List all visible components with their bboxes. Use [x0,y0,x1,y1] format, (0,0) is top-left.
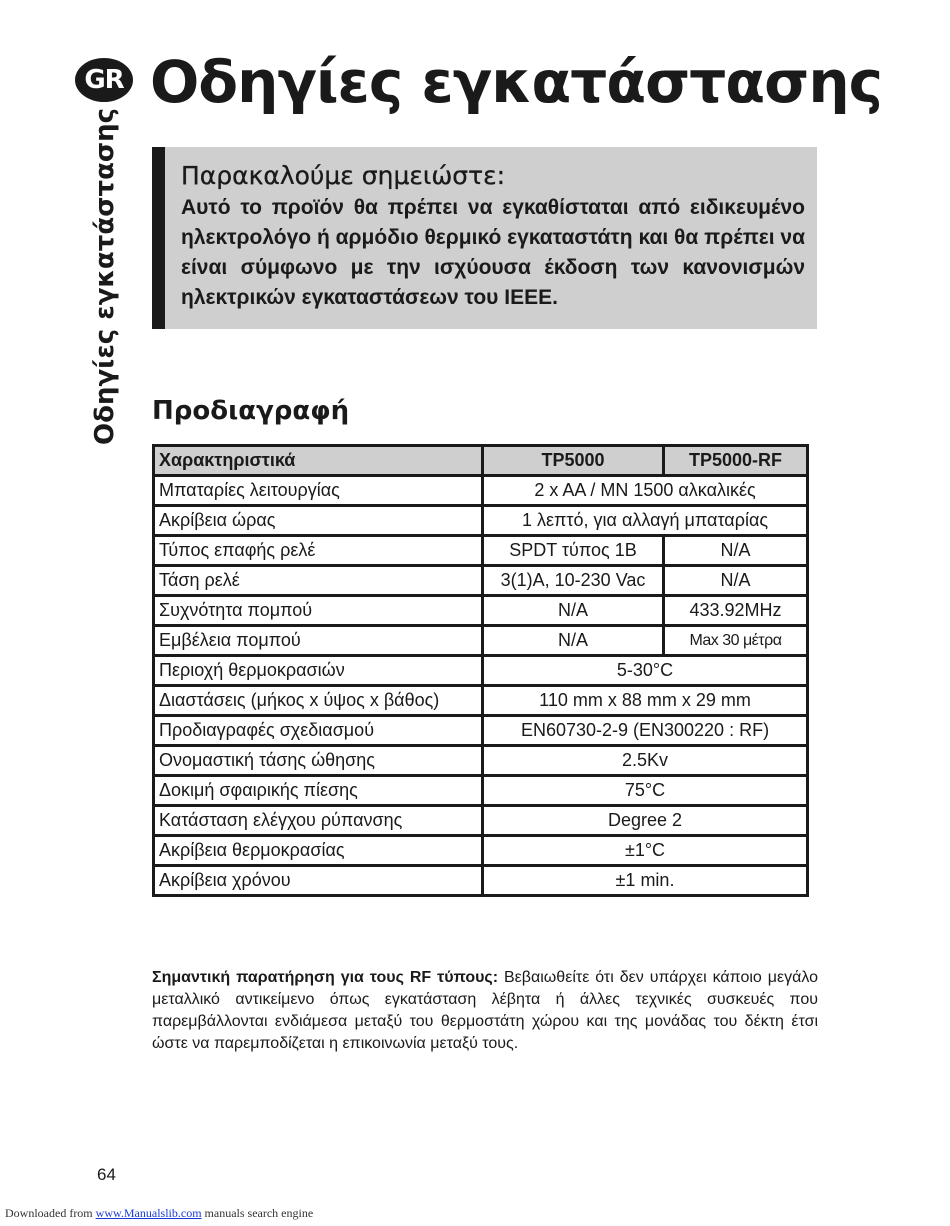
note-body: Αυτό το προϊόν θα πρέπει να εγκαθίσταται από ειδικευμένο ηλεκτρολόγο ή αρμόδιο θερμικό εγκαταστάτη και θα πρέπει να είναι σύμφωνο με την ισχύουσα έκδοση των κανονισμών ηλεκτρικών εγκαταστάσεων του IEEE. [181,196,806,309]
rf-note-label: Σημαντική παρατήρηση για τους RF τύπους: [152,969,499,986]
row-label: Ακρίβεια θερμοκρασίας [154,836,483,866]
header-tp5000-rf: TP5000-RF [664,446,808,476]
row-value-tp5000: N/A [483,596,664,626]
table-row [154,476,808,506]
table-row [154,836,808,866]
note-accent-bar [152,147,165,329]
row-value: Degree 2 [483,806,808,836]
page-number: 64 [97,1165,116,1184]
row-value: 2.5Kv [483,746,808,776]
table-row [154,716,808,746]
row-label: Περιοχή θερμοκρασιών [154,656,483,686]
manualslib-link[interactable]: www.Manualslib.com [95,1206,202,1220]
row-value-tp5000-rf: N/A [664,536,808,566]
row-label: Τύπος επαφής ρελέ [154,536,483,566]
header-tp5000: TP5000 [483,446,664,476]
row-value-tp5000: N/A [483,626,664,656]
row-value: 110 mm x 88 mm x 29 mm [483,686,808,716]
rf-note-text: Βεβαιωθείτε ότι δεν υπάρχει κάποιο μεγάλο μεταλλικό αντικείμενο όπως εγκατάσταση λέβητα ή άλλες τεχνικές συσκευές που παρεμβάλλονται ενδιάμεσα μεταξύ του θερμοστάτη χώρου και της μονάδας του δέκτη έτσι ώστε να παρεμποδίζεται η επικοινωνία μεταξύ τους. [152,969,819,1052]
table-row [154,566,808,596]
language-badge: GR [75,58,133,102]
table-row [154,866,808,896]
table-row [154,686,808,716]
footer-suffix: manuals search engine [201,1206,314,1220]
row-label: Ονομαστική τάσης ώθησης [154,746,483,776]
row-value: ±1°C [483,836,808,866]
table-header-row [154,446,808,476]
row-label: Ακρίβεια χρόνου [154,866,483,896]
spec-heading: Προδιαγραφή [152,396,350,426]
row-value: 2 x AA / MN 1500 αλκαλικές [483,476,808,506]
row-label: Κατάσταση ελέγχου ρύπανσης [154,806,483,836]
row-value: ±1 min. [483,866,808,896]
row-label: Εμβέλεια πομπού [154,626,483,656]
table-row [154,506,808,536]
rf-important-note [152,967,818,1055]
row-value-tp5000: SPDT τύπος 1B [483,536,664,566]
row-label: Συχνότητα πομπού [154,596,483,626]
row-value: 75°C [483,776,808,806]
table-row [154,806,808,836]
table-row [154,596,808,626]
row-label: Τάση ρελέ [154,566,483,596]
row-value-tp5000: 3(1)A, 10-230 Vac [483,566,664,596]
row-label: Προδιαγραφές σχεδιασμού [154,716,483,746]
table-row [154,626,808,656]
row-value: 1 λεπτό, για αλλαγή μπαταρίας [483,506,808,536]
footer-prefix: Downloaded from [5,1206,96,1220]
header-features: Χαρακτηριστικά [154,446,483,476]
row-label: Ακρίβεια ώρας [154,506,483,536]
row-label: Μπαταρίες λειτουργίας [154,476,483,506]
table-row [154,656,808,686]
row-value: 5-30°C [483,656,808,686]
row-value: EN60730-2-9 (EN300220 : RF) [483,716,808,746]
note-heading: Παρακαλούμε σημειώστε: [181,161,506,190]
row-value-tp5000-rf: N/A [664,566,808,596]
spec-table [152,444,809,897]
note-box [152,147,817,329]
download-footer [5,1206,313,1221]
row-label: Δοκιμή σφαιρικής πίεσης [154,776,483,806]
table-row [154,536,808,566]
side-title: Οδηγίες εγκατάστασης [90,107,120,445]
row-label: Διαστάσεις (μήκος x ύψος x βάθος) [154,686,483,716]
row-value-tp5000-rf: Max 30 μέτρα [664,626,808,656]
table-row [154,776,808,806]
table-row [154,746,808,776]
page-title: Οδηγίες εγκατάστασης [150,48,882,116]
row-value-tp5000-rf: 433.92MHz [664,596,808,626]
